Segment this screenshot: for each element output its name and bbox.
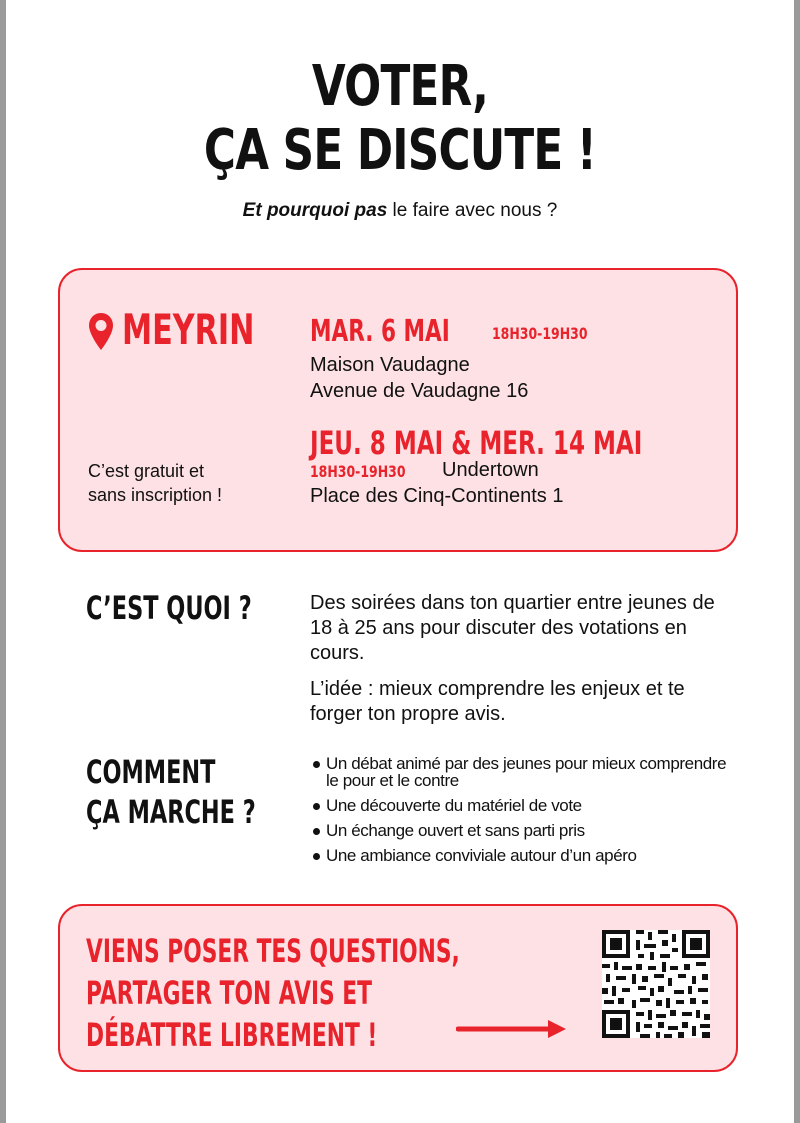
cta-line-3: DÉBATTRE LIBREMENT ! — [86, 1016, 378, 1054]
how-heading-line-1: COMMENT — [86, 753, 216, 791]
session-1-location — [310, 352, 528, 404]
free-note — [88, 459, 288, 507]
how-list — [312, 755, 732, 872]
subtitle-rest: le faire avec nous ? — [387, 200, 558, 221]
session-1-address: Avenue de Vaudagne 16 — [310, 380, 529, 402]
list-item: Une ambiance conviviale autour d’un apéro — [312, 847, 732, 864]
how-heading-line-2: ÇA MARCHE ? — [86, 793, 256, 831]
session-1-date: MAR. 6 MAI — [310, 314, 450, 349]
how-heading — [86, 752, 256, 832]
session-1-time: 18H30-19H30 — [492, 324, 588, 343]
arrow-right-icon — [456, 1018, 568, 1040]
what-paragraph-2: L’idée : mieux comprendre les enjeux et te forger ton propre avis. — [310, 678, 685, 725]
cta-line-1: VIENS POSER TES QUESTIONS, — [86, 932, 460, 970]
cta-text — [86, 930, 460, 1056]
what-heading: C’EST QUOI ? — [86, 589, 252, 627]
list-item: Un débat animé par des jeunes pour mieux comprendre le pour et le contre — [312, 755, 732, 789]
session-2-time: 18H30-19H30 — [310, 462, 406, 481]
session-2-venue: Undertown — [442, 459, 539, 481]
city-name: MEYRIN — [122, 305, 255, 354]
title-line-1: VOTER, — [311, 54, 489, 119]
free-note-line-2: sans inscription ! — [88, 485, 223, 505]
page-title — [88, 55, 712, 183]
free-note-line-1: C’est gratuit et — [88, 461, 205, 481]
location-pin-icon — [88, 312, 114, 352]
subtitle — [0, 200, 800, 222]
subtitle-emphasis: Et pourquoi pas — [242, 200, 388, 221]
qr-code-icon[interactable] — [602, 930, 710, 1038]
session-2-date: JEU. 8 MAI & MER. 14 MAI — [310, 424, 643, 462]
list-item: Un échange ouvert et sans parti pris — [312, 822, 732, 839]
session-2-address: Place des Cinq-Continents 1 — [310, 485, 564, 507]
cta-line-2: PARTAGER TON AVIS ET — [86, 974, 373, 1012]
title-line-2: ÇA SE DISCUTE ! — [203, 118, 597, 183]
session-1-venue: Maison Vaudagne — [310, 354, 470, 376]
what-paragraph-1: Des soirées dans ton quartier entre jeunes de 18 à 25 ans pour discuter des votations en cours. — [310, 592, 715, 664]
list-item: Une découverte du matériel de vote — [312, 797, 732, 814]
